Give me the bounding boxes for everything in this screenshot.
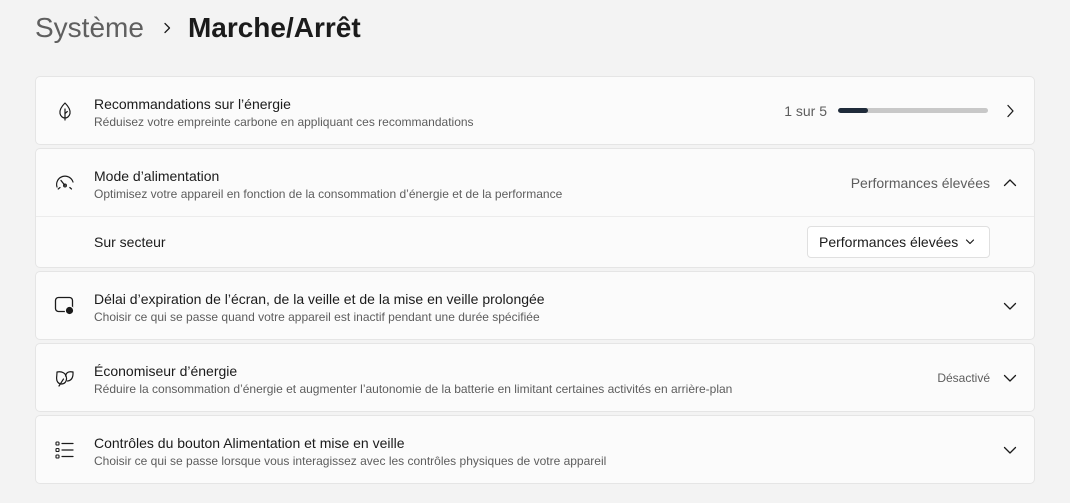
power-mode-row[interactable] bbox=[36, 149, 1034, 216]
speedometer-icon bbox=[54, 172, 76, 194]
breadcrumb-chevron-icon bbox=[162, 22, 172, 34]
chevron-down-icon[interactable] bbox=[1002, 442, 1018, 458]
power-mode-card bbox=[35, 148, 1035, 268]
power-mode-dropdown[interactable] bbox=[807, 226, 990, 258]
energy-recommendations-title: Recommandations sur l’énergie bbox=[94, 96, 291, 112]
screen-sleep-icon bbox=[54, 295, 76, 317]
screen-timeout-subtitle: Choisir ce qui se passe quand votre appareil est inactif pendant une durée spécifiée bbox=[94, 310, 540, 324]
power-mode-dropdown-value: Performances élevées bbox=[819, 234, 959, 250]
energy-recommendations-subtitle: Réduisez votre empreinte carbone en appliquant ces recommandations bbox=[94, 115, 474, 129]
screen-timeout-row[interactable] bbox=[36, 272, 1034, 339]
chevron-up-icon[interactable] bbox=[1002, 175, 1018, 191]
chevron-down-icon[interactable] bbox=[1002, 298, 1018, 314]
energy-saver-card[interactable] bbox=[35, 343, 1035, 412]
recommendations-progress-bar bbox=[838, 108, 988, 113]
power-button-controls-row[interactable] bbox=[36, 416, 1034, 483]
energy-saver-subtitle: Réduire la consommation d’énergie et augmenter l’autonomie de la batterie en limitant certaines activités en arrière-plan bbox=[94, 382, 733, 396]
chevron-down-icon bbox=[965, 239, 975, 246]
power-mode-subtitle: Optimisez votre appareil en fonction de la consommation d’énergie et de la performance bbox=[94, 187, 563, 201]
plugged-in-label: Sur secteur bbox=[94, 233, 166, 250]
energy-saver-status: Désactivé bbox=[937, 370, 990, 385]
list-icon bbox=[54, 439, 76, 461]
power-mode-title: Mode d’alimentation bbox=[94, 168, 220, 184]
power-button-controls-title: Contrôles du bouton Alimentation et mise en veille bbox=[94, 435, 405, 451]
leaf-saver-icon bbox=[54, 367, 76, 389]
screen-timeout-title: Délai d’expiration de l’écran, de la veille et de la mise en veille prolongée bbox=[94, 291, 545, 307]
power-button-controls-subtitle: Choisir ce qui se passe lorsque vous interagissez avec les contrôles physiques de votre appareil bbox=[94, 454, 607, 468]
page-title: Marche/Arrêt bbox=[187, 12, 361, 43]
progress-fill bbox=[838, 108, 868, 113]
energy-recommendations-card[interactable] bbox=[35, 76, 1035, 145]
plugged-in-row bbox=[36, 216, 1034, 266]
energy-saver-row[interactable] bbox=[36, 344, 1034, 411]
chevron-down-icon[interactable] bbox=[1002, 370, 1018, 386]
progress-count-text: 1 sur 5 bbox=[784, 102, 827, 119]
leaf-icon bbox=[54, 100, 76, 122]
breadcrumb bbox=[35, 8, 361, 48]
power-button-controls-card[interactable] bbox=[35, 415, 1035, 484]
energy-recommendations-row[interactable] bbox=[36, 77, 1034, 144]
breadcrumb-parent[interactable]: Système bbox=[35, 12, 144, 43]
screen-timeout-card[interactable] bbox=[35, 271, 1035, 340]
chevron-right-icon bbox=[1002, 103, 1018, 119]
energy-saver-title: Économiseur d’énergie bbox=[94, 363, 238, 379]
power-mode-value: Performances élevées bbox=[850, 174, 990, 191]
